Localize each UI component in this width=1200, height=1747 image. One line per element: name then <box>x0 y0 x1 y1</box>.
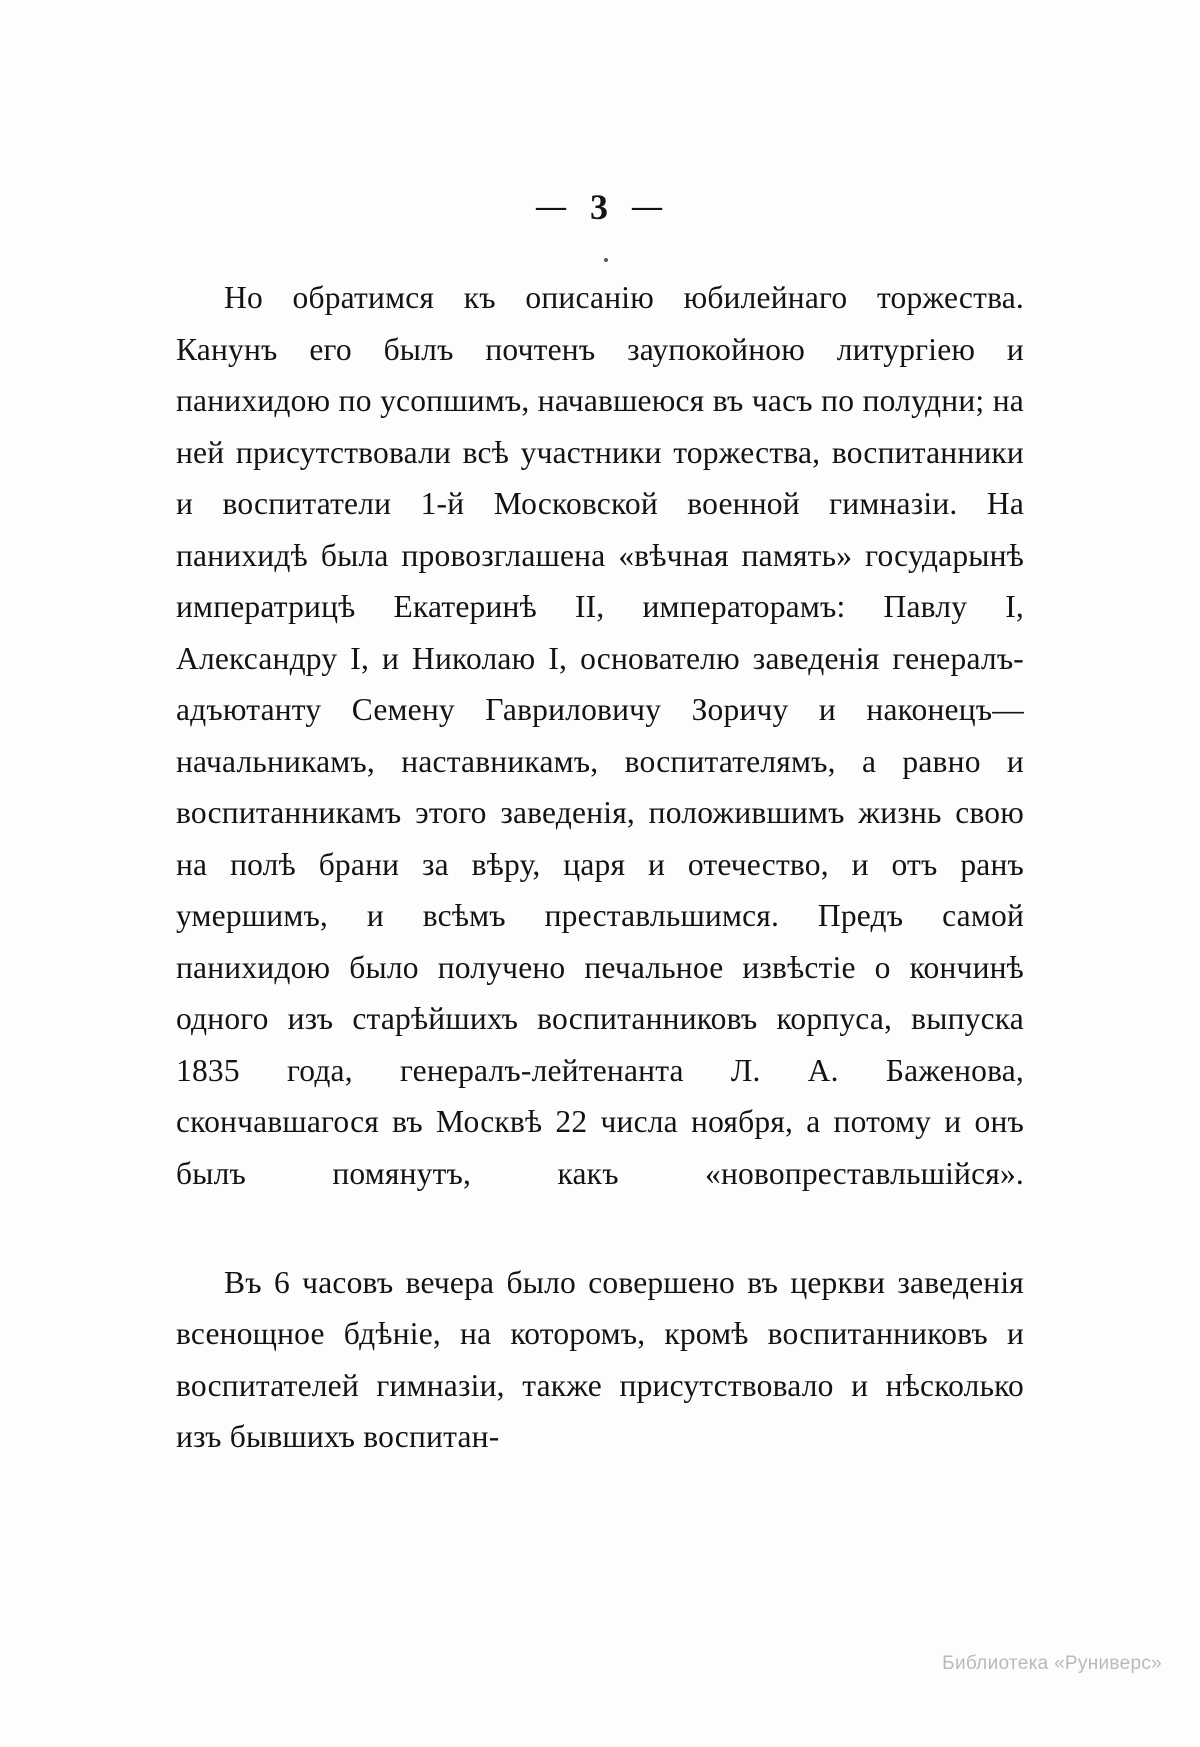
page-body <box>176 272 1024 1463</box>
paragraph-1: Но обратимся къ описанію юбилейнаго торжества. Канунъ его былъ почтенъ заупокойною литургіею и панихидою по усопшимъ, начавшеюся въ часъ по полудни; на ней присутствовали всѣ участники торжества, воспитанники и воспитатели 1-й Московской военной гимназіи. На панихидѣ была провозглашена «вѣчная память» государынѣ императрицѣ Екатеринѣ II, императорамъ: Павлу I, Александру I, и Николаю I, основателю заведенія генералъ-адъютанту Семену Гавриловичу Зоричу и наконецъ—начальникамъ, наставникамъ, воспитателямъ, а равно и воспитанникамъ этого заведенія, положившимъ жизнь свою на полѣ брани за вѣру, царя и отечество, и отъ ранъ умершимъ, и всѣмъ преставльшимся. Предъ самой панихидою было получено печальное извѣстіе о кончинѣ одного изъ старѣйшихъ воспитанниковъ корпуса, выпуска 1835 года, генералъ-лейтенанта Л. А. Баженова, скончавшагося въ Москвѣ 22 числа ноября, а потому и онъ былъ помянутъ, какъ «новопреставльшійся». <box>176 280 1024 1191</box>
page-number: 3 <box>590 187 610 227</box>
library-watermark: Библиотека «Руниверс» <box>942 1653 1162 1674</box>
paragraph-2: Въ 6 часовъ вечера было совершено въ церкви заведенія всенощное бдѣніе, на которомъ, кромѣ воспитанниковъ и воспитателей гимназіи, также присутствовало и нѣсколько изъ бывшихъ воспитан- <box>176 1264 1024 1454</box>
ink-speck <box>604 258 608 262</box>
page-number-header <box>0 186 1200 228</box>
page-number-left-dash: — <box>536 190 568 223</box>
page-number-right-dash: — <box>632 190 664 223</box>
